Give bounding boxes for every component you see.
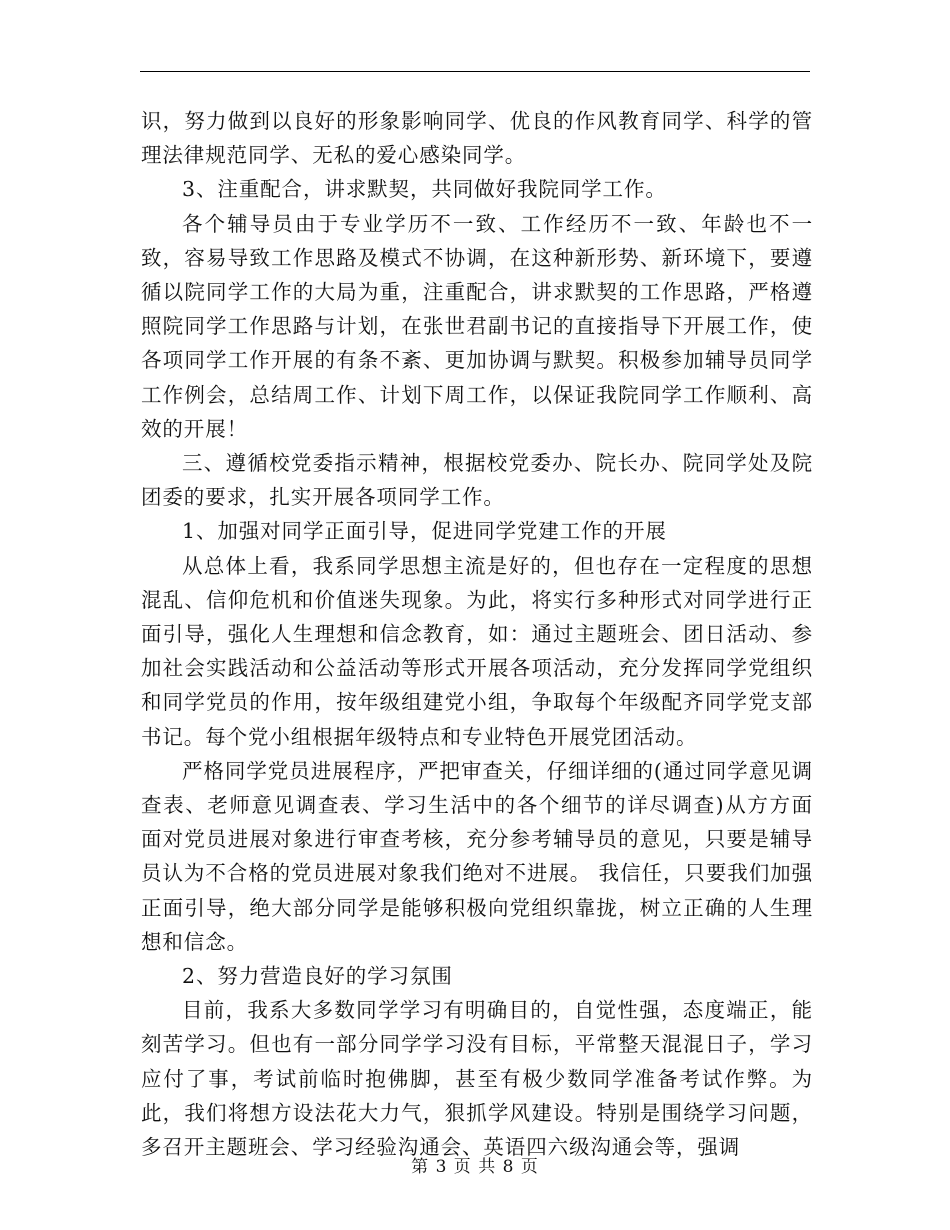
- page-number-footer: 第 3 页 共 8 页: [411, 1157, 539, 1177]
- paragraph-party-members: 严格同学党员进展程序，严把审查关，仔细详细的(通过同学意见调查表、老师意见调查表、学习生活中的各个细节的详尽调查)从方方面面对党员进展对象进行审查考核，充分参考辅导员的意见，只要是辅导员认为不合格的党员进展对象我们绝对不进展。 我信任，只要我们加强正面引导，绝大部分同学是能够积极向党组织靠拢，树立正确的人生理想和信念。: [141, 758, 813, 954]
- paragraph-study: 目前，我系大多数同学学习有明确目的，自觉性强，态度端正，能刻苦学习。但也有一部分同学学习没有目标，平常整天混混日子，学习应付了事，考试前临时抱佛脚，甚至有极少数同学准备考试作弊。为此，我们将想方设法花大力气，狠抓学风建设。特别是围绕学习问题，多召开主题班会、学习经验沟通会、英语四六级沟通会等，强调: [141, 998, 813, 1160]
- section-heading-three: 三、遵循校党委指示精神，根据校党委办、院长办、院同学处及院团委的要求，扎实开展各项同学工作。: [141, 451, 813, 510]
- paragraph-continued: 识，努力做到以良好的形象影响同学、优良的作风教育同学、科学的管理法律规范同学、无私的爱心感染同学。: [141, 109, 813, 168]
- header-rule: [140, 71, 810, 72]
- subheading-guidance: 1、加强对同学正面引导，促进同学党建工作的开展: [182, 519, 667, 544]
- paragraph-ideology: 从总体上看，我系同学思想主流是好的，但也存在一定程度的思想混乱、信仰危机和价值迷失现象。为此，将实行多种形式对同学进行正面引导，强化人生理想和信念教育，如：通过主题班会、团日活动、参加社会实践活动和公益活动等形式开展各项活动，充分发挥同学党组织和同学党员的作用，按年级组建党小组，争取每个年级配齐同学党支部书记。每个党小组根据年级特点和专业特色开展党团活动。: [141, 553, 813, 749]
- subheading-cooperation: 3、注重配合，讲求默契，共同做好我院同学工作。: [182, 177, 667, 202]
- document-body: [141, 104, 813, 1164]
- paragraph-counselors: 各个辅导员由于专业学历不一致、工作经历不一致、年龄也不一致，容易导致工作思路及模式不协调，在这种新形势、新环境下，要遵循以院同学工作的大局为重，注重配合，讲求默契的工作思路，严格遵照院同学工作思路与计划，在张世君副书记的直接指导下开展工作，使各项同学工作开展的有条不紊、更加协调与默契。积极参加辅导员同学工作例会，总结周工作、计划下周工作，以保证我院同学工作顺利、高效的开展！: [141, 211, 813, 441]
- subheading-study-atmosphere: 2、努力营造良好的学习氛围: [182, 964, 453, 989]
